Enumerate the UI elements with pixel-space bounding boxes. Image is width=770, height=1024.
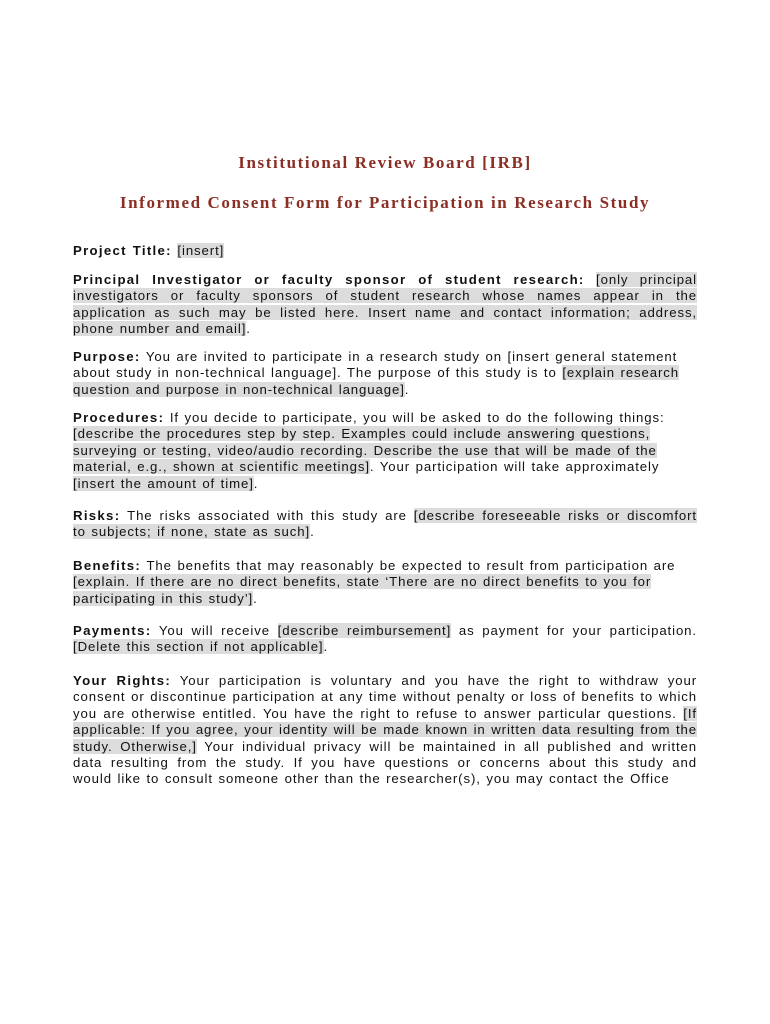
payments-tail: .	[323, 639, 329, 655]
payments-label: Payments:	[73, 623, 152, 638]
purpose-label: Purpose:	[73, 349, 141, 364]
project-title-paragraph	[73, 243, 697, 259]
principal-investigator-paragraph	[73, 272, 697, 338]
benefits-paragraph	[73, 558, 697, 607]
rights-text: Your participation is voluntary and you have the right to withdraw your consent or discontinue participation at any time without penalty or loss of benefits to which you are otherwise entitled. You have the right to refuse to answer particular questions.	[73, 673, 697, 721]
rights-paragraph	[73, 673, 697, 788]
document-heading-irb: Institutional Review Board [IRB]	[238, 153, 532, 172]
payments-text-2: as payment for your participation.	[458, 623, 697, 638]
procedures-label: Procedures:	[73, 410, 165, 425]
rights-text-2: Your individual privacy will be maintained in all published and written data resulting from the study. If you have questions or concerns about this study and would like to consult someone other than the researcher(s), you may contact the Office	[73, 738, 698, 787]
purpose-text: You are invited to participate in a research study on [insert general statement about study in non-technical language]. The purpose of this study is to	[73, 349, 678, 381]
benefits-placeholder: [explain. If there are no direct benefits, state ‘There are no direct benefits to you for participating in this study’]	[73, 574, 652, 606]
purpose-placeholder: [explain research question and purpose in non-technical language]	[73, 365, 680, 397]
procedures-paragraph	[73, 410, 697, 492]
payments-text: You will receive	[158, 623, 270, 638]
purpose-paragraph	[73, 349, 697, 398]
principal-investigator-placeholder: [only principal investigators or faculty sponsors of student research whose names appear in the application as such may be listed here. Insert name and contact information; address, phone number and email]	[73, 272, 697, 337]
project-title-placeholder: [insert]	[177, 243, 225, 258]
benefits-text: The benefits that may reasonably be expected to result from participation are	[146, 558, 676, 573]
purpose-tail: .	[404, 381, 410, 397]
principal-investigator-tail: .	[246, 321, 251, 337]
benefits-label: Benefits:	[73, 558, 142, 573]
rights-placeholder: [If applicable: If you agree, your identity will be made known in written data resulting from the study. Otherwise,]	[73, 705, 697, 754]
procedures-tail: .	[253, 475, 259, 491]
procedures-text: If you decide to participate, you will be asked to do the following things:	[169, 410, 665, 425]
procedures-text-2: . Your participation will take approximately	[369, 459, 660, 475]
rights-label: Your Rights:	[73, 673, 172, 688]
risks-paragraph	[73, 508, 697, 541]
document-heading-consent-form: Informed Consent Form for Participation in Research Study	[119, 193, 651, 212]
principal-investigator-label: Principal Investigator or faculty sponsor of student research:	[73, 272, 585, 287]
risks-tail: .	[310, 524, 315, 540]
payments-paragraph	[73, 623, 697, 656]
payments-placeholder: [describe reimbursement]	[277, 623, 452, 638]
payments-delete-note: [Delete this section if not applicable]	[73, 639, 324, 655]
risks-text: The risks associated with this study are	[127, 508, 407, 523]
risks-placeholder: [describe foreseeable risks or discomfort to subjects; if none, state as such]	[73, 508, 697, 540]
risks-label: Risks:	[73, 508, 121, 523]
procedures-placeholder: [describe the procedures step by step. Examples could include answering questions, surveying or testing, video/audio recording. Describe the use that will be made of the material, e.g., shown at scientific meetings]	[73, 426, 657, 475]
project-title-label: Project Title:	[73, 243, 172, 258]
benefits-tail: .	[253, 590, 258, 606]
procedures-time-placeholder: [insert the amount of time]	[73, 475, 254, 491]
